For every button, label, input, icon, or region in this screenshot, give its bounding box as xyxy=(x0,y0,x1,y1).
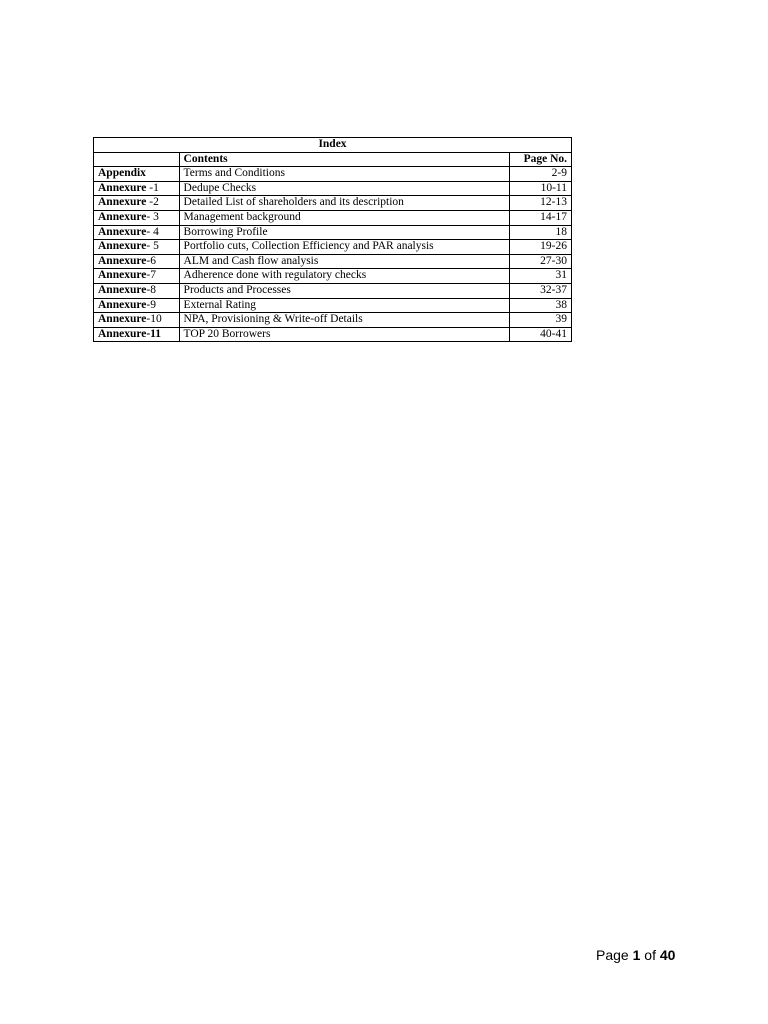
row-page-no: 19-26 xyxy=(509,240,571,255)
row-label-bold: Annexure xyxy=(98,298,147,311)
footer-total-pages: 40 xyxy=(659,947,676,963)
row-contents: Dedupe Checks xyxy=(179,181,509,196)
row-page-no: 32-37 xyxy=(509,283,571,298)
row-page-no: 10-11 xyxy=(509,181,571,196)
page-footer xyxy=(596,947,675,963)
footer-prefix: Page xyxy=(596,947,633,963)
row-page-no: 39 xyxy=(509,313,571,328)
row-label-bold: Annexure xyxy=(98,181,147,194)
table-row xyxy=(94,283,572,298)
row-label-suffix: -10 xyxy=(146,313,162,326)
row-contents: Detailed List of shareholders and its description xyxy=(179,196,509,211)
row-label-suffix: -1 xyxy=(146,181,159,194)
row-page-no: 31 xyxy=(509,269,571,284)
table-row xyxy=(94,240,572,255)
table-row xyxy=(94,196,572,211)
row-label xyxy=(94,313,180,328)
row-page-no: 38 xyxy=(509,298,571,313)
row-label xyxy=(94,327,180,342)
row-page-no: 40-41 xyxy=(509,327,571,342)
row-page-no: 27-30 xyxy=(509,254,571,269)
header-label xyxy=(94,152,180,167)
table-row xyxy=(94,210,572,225)
table-row xyxy=(94,225,572,240)
row-label-bold: Annexure xyxy=(98,225,147,238)
row-label xyxy=(94,181,180,196)
row-page-no: 12-13 xyxy=(509,196,571,211)
footer-current-page: 1 xyxy=(632,947,641,963)
table-row xyxy=(94,181,572,196)
row-label-bold: Annexure xyxy=(98,210,147,223)
row-label xyxy=(94,298,180,313)
row-page-no: 18 xyxy=(509,225,571,240)
row-label-bold: Appendix xyxy=(98,167,146,180)
row-contents: TOP 20 Borrowers xyxy=(179,327,509,342)
row-label xyxy=(94,225,180,240)
table-row xyxy=(94,313,572,328)
row-contents: External Rating xyxy=(179,298,509,313)
header-page-no: Page No. xyxy=(509,152,571,167)
row-label-suffix: -6 xyxy=(146,254,156,267)
row-label-suffix: -2 xyxy=(146,196,159,209)
row-label xyxy=(94,196,180,211)
table-row xyxy=(94,298,572,313)
row-contents: Adherence done with regulatory checks xyxy=(179,269,509,284)
row-label-suffix: - 3 xyxy=(146,210,159,223)
row-label-suffix: - 4 xyxy=(146,225,159,238)
row-contents: Borrowing Profile xyxy=(179,225,509,240)
table-row xyxy=(94,167,572,182)
index-title: Index xyxy=(94,138,572,153)
header-contents: Contents xyxy=(179,152,509,167)
row-label-suffix: -9 xyxy=(146,298,156,311)
row-label-suffix: -7 xyxy=(146,269,156,282)
row-label-bold: Annexure xyxy=(98,196,147,209)
row-label xyxy=(94,269,180,284)
row-label xyxy=(94,210,180,225)
row-label xyxy=(94,254,180,269)
row-label-bold: Annexure xyxy=(98,254,147,267)
row-label-bold: Annexure-11 xyxy=(98,327,162,340)
row-label-suffix: -8 xyxy=(146,283,156,296)
table-row xyxy=(94,269,572,284)
row-page-no: 14-17 xyxy=(509,210,571,225)
footer-of: of xyxy=(640,947,660,963)
row-contents: ALM and Cash flow analysis xyxy=(179,254,509,269)
row-page-no: 2-9 xyxy=(509,167,571,182)
row-contents: NPA, Provisioning & Write-off Details xyxy=(179,313,509,328)
row-contents: Terms and Conditions xyxy=(179,167,509,182)
row-label-bold: Annexure xyxy=(98,313,147,326)
row-contents: Portfolio cuts, Collection Efficiency and PAR analysis xyxy=(179,240,509,255)
row-label xyxy=(94,283,180,298)
index-title-row xyxy=(94,138,572,153)
row-label-bold: Annexure xyxy=(98,269,147,282)
row-label-bold: Annexure xyxy=(98,240,147,253)
row-contents: Management background xyxy=(179,210,509,225)
table-row xyxy=(94,327,572,342)
index-header-row xyxy=(94,152,572,167)
row-label xyxy=(94,240,180,255)
table-row xyxy=(94,254,572,269)
row-label-suffix: - 5 xyxy=(146,240,159,253)
row-contents: Products and Processes xyxy=(179,283,509,298)
row-label-bold: Annexure xyxy=(98,283,147,296)
index-table xyxy=(93,137,572,342)
row-label xyxy=(94,167,180,182)
